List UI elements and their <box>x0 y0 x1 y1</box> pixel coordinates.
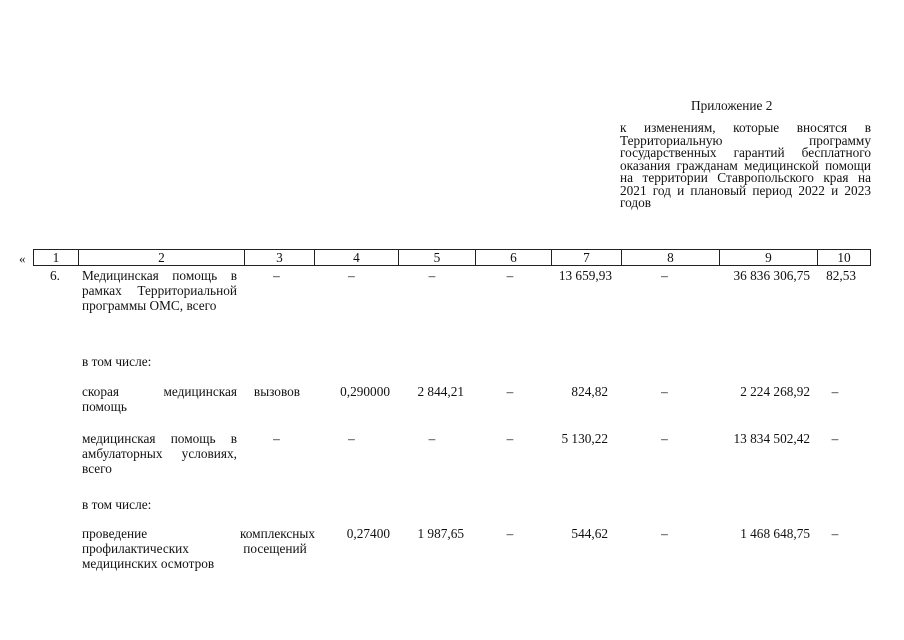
column-header-3: 3 <box>245 250 315 266</box>
volume-cell: 0,27400 <box>346 526 390 541</box>
column-header-4: 4 <box>315 250 399 266</box>
column-10-cell: – <box>831 526 839 541</box>
header-row <box>34 250 871 266</box>
column-9-cell: 2 224 268,92 <box>740 384 810 399</box>
volume-cell: 0,290000 <box>340 384 390 399</box>
column-9-cell: 13 834 502,42 <box>733 431 810 446</box>
appendix-title: Приложение 2 <box>691 98 773 113</box>
column-10-cell: 82,53 <box>826 268 856 283</box>
volume-cell: – <box>348 431 355 446</box>
appendix-description: к изменениям, которые вносятся в Территориальную программу государственных гарантий бесплатного оказания гражданам медицинской помощи на территории Ставропольского края на 2021 год и плановый период 2022 и 2023 годов <box>620 120 871 210</box>
column-header-8: 8 <box>622 250 720 266</box>
row-number: 6. <box>50 268 60 283</box>
cost-cell: 2 844,21 <box>417 384 464 399</box>
row-description: медицинская помощь в амбулаторных условиях, всего <box>82 431 237 476</box>
cost-cell: 1 987,65 <box>417 526 464 541</box>
row-description: скорая медицинская помощь <box>82 384 237 414</box>
column-10-cell: – <box>831 431 839 446</box>
column-6-cell: – <box>506 526 514 541</box>
cost-cell: – <box>428 268 436 283</box>
unit-cell: – <box>273 268 280 283</box>
column-9-cell: 1 468 648,75 <box>740 526 810 541</box>
column-7-cell: 13 659,93 <box>558 268 612 283</box>
unit-cell: вызовов <box>253 384 301 399</box>
column-number-header <box>33 249 871 266</box>
column-6-cell: – <box>506 384 514 399</box>
column-8-cell: – <box>661 384 668 399</box>
subsection-label: в том числе: <box>82 354 152 369</box>
column-7-cell: 824,82 <box>571 384 608 399</box>
subsection-label: в том числе: <box>82 497 152 512</box>
column-8-cell: – <box>661 268 668 283</box>
column-header-6: 6 <box>476 250 552 266</box>
unit-cell: – <box>273 431 280 446</box>
unit-cell: комплексных посещений <box>240 526 315 556</box>
column-header-2: 2 <box>79 250 245 266</box>
column-6-cell: – <box>506 268 514 283</box>
column-8-cell: – <box>661 526 668 541</box>
column-8-cell: – <box>661 431 668 446</box>
row-description: Медицинская помощь в рамках Территориальной программы ОМС, всего <box>82 268 237 313</box>
column-7-cell: 544,62 <box>571 526 608 541</box>
opening-quote-mark: « <box>19 251 26 266</box>
column-header-1: 1 <box>34 250 79 266</box>
column-6-cell: – <box>506 431 514 446</box>
column-9-cell: 36 836 306,75 <box>733 268 810 283</box>
column-header-5: 5 <box>399 250 476 266</box>
row-description: проведение профилактических медицинских осмотров <box>82 526 215 571</box>
column-header-10: 10 <box>818 250 871 266</box>
column-header-9: 9 <box>720 250 818 266</box>
column-header-7: 7 <box>552 250 622 266</box>
volume-cell: – <box>348 268 355 283</box>
cost-cell: – <box>428 431 436 446</box>
column-10-cell: – <box>831 384 839 399</box>
column-7-cell: 5 130,22 <box>561 431 608 446</box>
